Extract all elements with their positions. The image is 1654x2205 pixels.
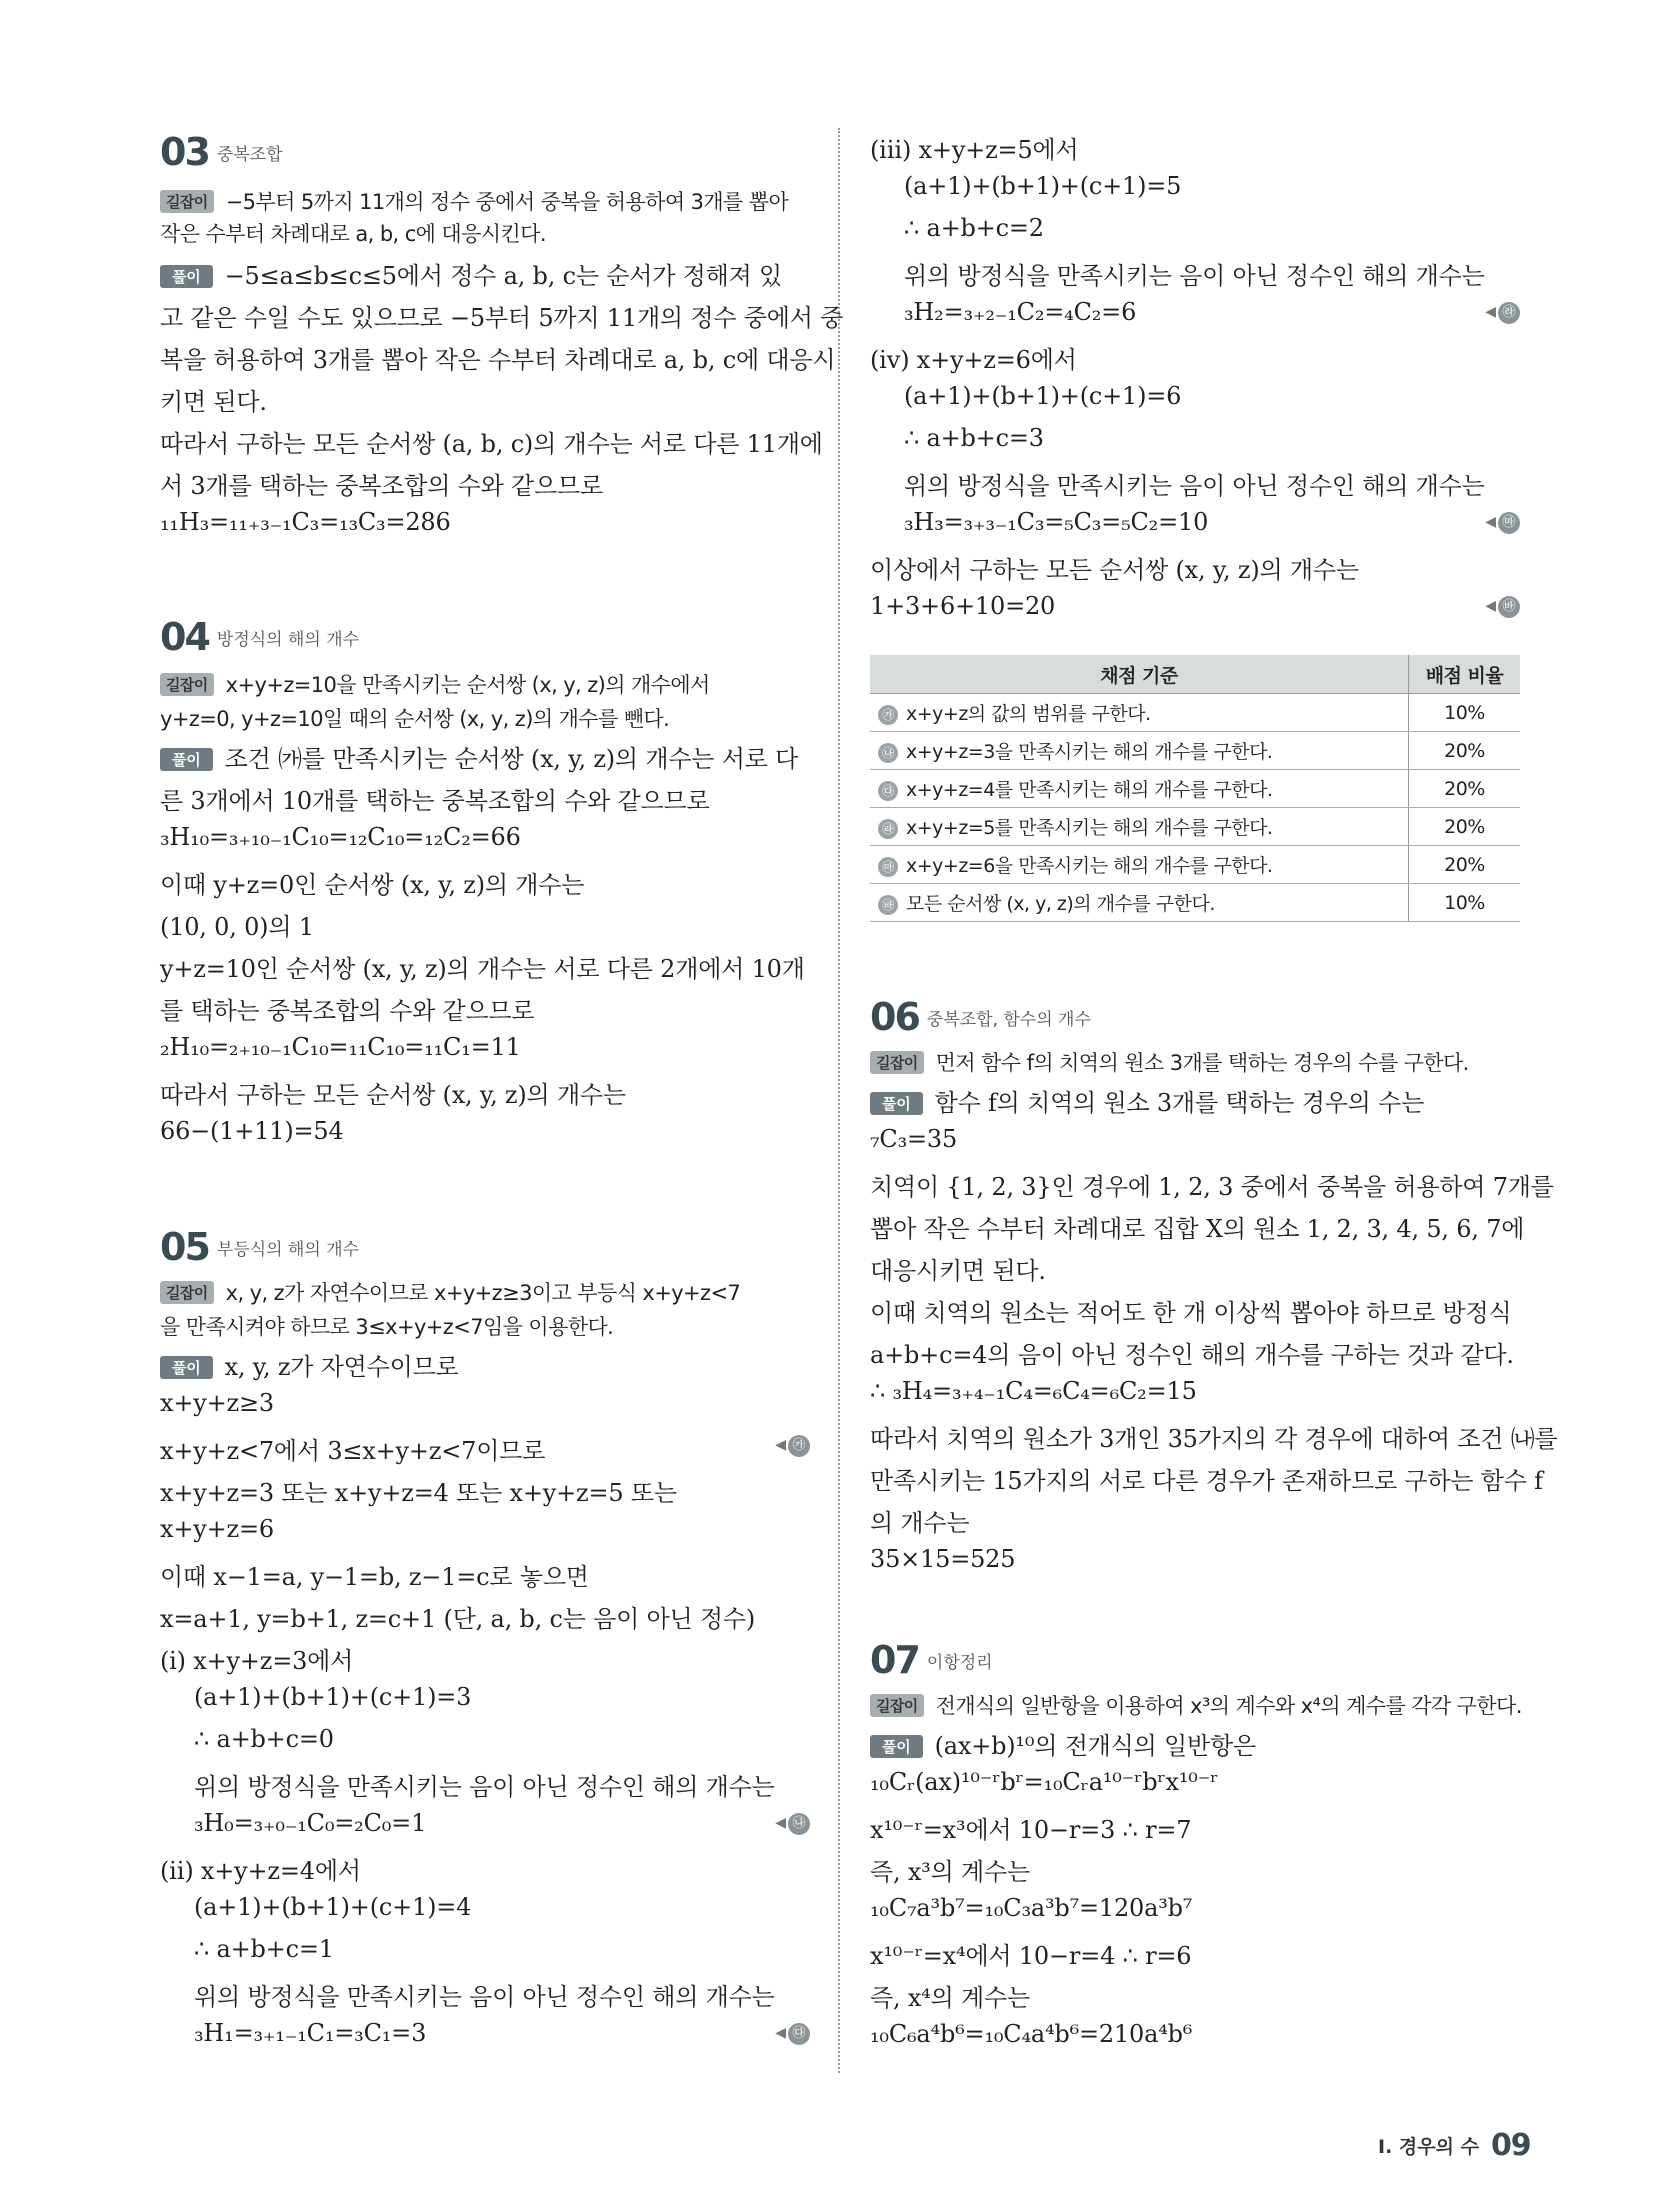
triangle-left-icon: ◀ (1485, 598, 1496, 614)
text-line: 뽑아 작은 수부터 차례대로 집합 X의 원소 1, 2, 3, 4, 5, 6, 7에 (870, 1215, 1525, 1243)
formula-line: ∴ ₃H₄=₃₊₄₋₁C₄=₆C₄=₆C₂=15 (870, 1377, 1197, 1405)
text-line: 른 3개에서 10개를 택하는 중복조합의 수와 같으므로 (160, 787, 710, 815)
formula-line: x¹⁰⁻ʳ=x³에서 10−r=3 ∴ r=7 (870, 1816, 1192, 1844)
text-line: 즉, x⁴의 계수는 (870, 1984, 1030, 2012)
text-line: 따라서 치역의 원소가 3개인 35가지의 각 경우에 대하여 조건 ㈏를 (870, 1425, 1558, 1453)
scoring-table (870, 655, 1520, 922)
section-header (870, 995, 1091, 1039)
text-line: 을 만족시켜야 하므로 3≤x+y+z<7임을 이용한다. (160, 1315, 614, 1339)
case-heading: (ⅳ) x+y+z=6에서 (870, 346, 1077, 374)
text-line: 먼저 함수 f의 치역의 원소 3개를 택하는 경우의 수를 구한다. (935, 1051, 1469, 1075)
text-line: 즉, x³의 계수는 (870, 1858, 1030, 1886)
section-header (160, 615, 359, 659)
ratio-cell: 10% (1409, 694, 1521, 732)
formula-line: ₁₁H₃=₁₁₊₃₋₁C₃=₁₃C₃=286 (160, 508, 451, 536)
section-number: 05 (160, 1225, 209, 1269)
hint-tag: 길잡이 (870, 1051, 924, 1074)
formula-line: 1+3+6+10=20 (870, 592, 1056, 620)
circled-mark-icon: ㉰ (788, 2023, 810, 2045)
formula-line: ∴ a+b+c=3 (904, 424, 1044, 452)
text-line: 를 택하는 중복조합의 수와 같으므로 (160, 997, 535, 1025)
formula-line: ₃H₀=₃₊₀₋₁C₀=₂C₀=1 (194, 1809, 427, 1837)
formula-line: x¹⁰⁻ʳ=x⁴에서 10−r=4 ∴ r=6 (870, 1942, 1192, 1970)
text-line: 이때 x−1=a, y−1=b, z−1=c로 놓으면 (160, 1563, 589, 1591)
text-line: 따라서 구하는 모든 순서쌍 (a, b, c)의 개수는 서로 다른 11개에 (160, 430, 823, 458)
text-line: 위의 방정식을 만족시키는 음이 아닌 정수인 해의 개수는 (904, 262, 1485, 290)
text-line: 서 3개를 택하는 중복조합의 수와 같으므로 (160, 472, 603, 500)
text-line: 의 개수는 (870, 1509, 970, 1537)
text-line: 조건 ㈎를 만족시키는 순서쌍 (x, y, z)의 개수는 서로 다 (224, 745, 799, 773)
section-title: 방정식의 해의 개수 (216, 629, 360, 650)
ratio-cell: 20% (1409, 770, 1521, 808)
table-row (870, 770, 1520, 808)
ratio-cell: 10% (1409, 884, 1521, 922)
criterion-cell (870, 846, 1409, 884)
section-number: 03 (160, 130, 209, 174)
section-number: 07 (870, 1638, 919, 1682)
text-line: 따라서 구하는 모든 순서쌍 (x, y, z)의 개수는 (160, 1081, 626, 1109)
formula-line: ₃H₃=₃₊₃₋₁C₃=₅C₃=₅C₂=10 (904, 508, 1209, 536)
section-title: 이항정리 (926, 1652, 993, 1673)
triangle-left-icon: ◀ (775, 1437, 786, 1453)
criterion-text: x+y+z=3을 만족시키는 해의 개수를 구한다. (906, 741, 1273, 763)
hint-line (870, 1690, 1522, 1720)
formula-line: ₂H₁₀=₂₊₁₀₋₁C₁₀=₁₁C₁₀=₁₁C₁=11 (160, 1033, 521, 1061)
formula-line: ₁₀C₆a⁴b⁶=₁₀C₄a⁴b⁶=210a⁴b⁶ (870, 2020, 1193, 2048)
table-row (870, 694, 1520, 732)
formula-line: x+y+z≥3 (160, 1389, 274, 1417)
text-line: (ax+b)¹⁰의 전개식의 일반항은 (934, 1732, 1256, 1760)
scoring-mark (775, 1811, 810, 1835)
circled-mark-icon: ㉲ (878, 857, 898, 877)
circled-mark-icon: ㉳ (1498, 596, 1520, 618)
circled-mark-icon: ㉯ (788, 1813, 810, 1835)
criterion-cell (870, 808, 1409, 846)
criterion-text: x+y+z=4를 만족시키는 해의 개수를 구한다. (906, 779, 1273, 801)
formula-line: (a+1)+(b+1)+(c+1)=4 (194, 1893, 472, 1921)
solution-line (870, 1083, 1424, 1118)
hint-tag: 길잡이 (160, 673, 214, 696)
section-number: 04 (160, 615, 209, 659)
solution-tag: 풀이 (160, 1356, 213, 1379)
text-line: x+y+z=10을 만족시키는 순서쌍 (x, y, z)의 개수에서 (225, 673, 710, 697)
solution-tag: 풀이 (160, 748, 213, 771)
formula-line: ∴ a+b+c=2 (904, 214, 1044, 242)
section-title: 부등식의 해의 개수 (216, 1239, 360, 1260)
scoring-mark (1485, 594, 1520, 618)
hint-tag: 길잡이 (160, 1281, 214, 1304)
formula-line: x+y+z=6 (160, 1515, 274, 1543)
solution-line (160, 739, 798, 774)
formula-line: ₇C₃=35 (870, 1125, 958, 1153)
page-footer (1378, 2128, 1531, 2163)
text-line: (10, 0, 0)의 1 (160, 913, 314, 941)
section-number: 06 (870, 995, 919, 1039)
hint-tag: 길잡이 (160, 190, 214, 213)
case-heading: (ⅰ) x+y+z=3에서 (160, 1647, 354, 1675)
text-line: x, y, z가 자연수이므로 x+y+z≥3이고 부등식 x+y+z<7 (225, 1281, 741, 1305)
text-line: 이상에서 구하는 모든 순서쌍 (x, y, z)의 개수는 (870, 556, 1359, 584)
text-line: 함수 f의 치역의 원소 3개를 택하는 경우의 수는 (934, 1089, 1425, 1117)
formula-line: ₃H₂=₃₊₂₋₁C₂=₄C₂=6 (904, 298, 1137, 326)
criterion-text: 모든 순서쌍 (x, y, z)의 개수를 구한다. (906, 893, 1215, 915)
ratio-cell: 20% (1409, 808, 1521, 846)
ratio-cell: 20% (1409, 846, 1521, 884)
circled-mark-icon: ㉱ (1498, 302, 1520, 324)
formula-line: (a+1)+(b+1)+(c+1)=5 (904, 172, 1182, 200)
text-line: 만족시키는 15가지의 서로 다른 경우가 존재하므로 구하는 함수 f (870, 1467, 1543, 1495)
section-header (160, 130, 283, 174)
hint-line (160, 669, 710, 699)
formula-line: 66−(1+11)=54 (160, 1117, 344, 1145)
circled-mark-icon: ㉯ (878, 743, 898, 763)
formula-line: (a+1)+(b+1)+(c+1)=3 (194, 1683, 472, 1711)
solution-tag: 풀이 (160, 265, 213, 288)
formula-line: ₃H₁₀=₃₊₁₀₋₁C₁₀=₁₂C₁₀=₁₂C₂=66 (160, 823, 521, 851)
section-header (160, 1225, 359, 1269)
text-line: y+z=0, y+z=10일 때의 순서쌍 (x, y, z)의 개수를 뺀다. (160, 707, 670, 731)
case-heading: (ⅱ) x+y+z=4에서 (160, 1857, 361, 1885)
formula-line: ∴ a+b+c=0 (194, 1725, 334, 1753)
text-line: x, y, z가 자연수이므로 (224, 1353, 459, 1381)
circled-mark-icon: ㉲ (1498, 512, 1520, 534)
hint-line (160, 186, 788, 216)
chapter-label: Ⅰ. 경우의 수 (1378, 2136, 1479, 2158)
formula-line: ∴ a+b+c=1 (194, 1935, 334, 1963)
solution-line (870, 1726, 1256, 1761)
page-number: 09 (1490, 2128, 1531, 2163)
triangle-left-icon: ◀ (1485, 514, 1496, 530)
text-line: 위의 방정식을 만족시키는 음이 아닌 정수인 해의 개수는 (194, 1773, 775, 1801)
formula-line: (a+1)+(b+1)+(c+1)=6 (904, 382, 1182, 410)
text-line: 대응시키면 된다. (870, 1257, 1046, 1285)
formula-line: ₃H₁=₃₊₁₋₁C₁=₃C₁=3 (194, 2019, 427, 2047)
table-row (870, 732, 1520, 770)
text-line: 이때 치역의 원소는 적어도 한 개 이상씩 뽑아야 하므로 방정식 (870, 1299, 1512, 1327)
ratio-cell: 20% (1409, 732, 1521, 770)
triangle-left-icon: ◀ (1485, 304, 1496, 320)
circled-mark-icon: ㉳ (878, 895, 898, 915)
criterion-text: x+y+z=5를 만족시키는 해의 개수를 구한다. (906, 817, 1273, 839)
scoring-mark (775, 2021, 810, 2045)
solution-line (160, 1347, 459, 1382)
text-line: 복을 허용하여 3개를 뽑아 작은 수부터 차례대로 a, b, c에 대응시 (160, 346, 836, 374)
table-row (870, 884, 1520, 922)
solution-tag: 풀이 (870, 1092, 923, 1115)
scoring-mark (1485, 510, 1520, 534)
text-line: 이때 y+z=0인 순서쌍 (x, y, z)의 개수는 (160, 871, 585, 899)
circled-mark-icon: ㉮ (788, 1435, 810, 1457)
section-title: 중복조합 (216, 144, 283, 165)
criterion-text: x+y+z=6을 만족시키는 해의 개수를 구한다. (906, 855, 1273, 877)
formula-line: 35×15=525 (870, 1545, 1016, 1573)
text-line: 위의 방정식을 만족시키는 음이 아닌 정수인 해의 개수는 (194, 1983, 775, 2011)
column-divider (838, 128, 840, 2073)
scoring-mark (775, 1433, 810, 1457)
criterion-text: x+y+z의 값의 범위를 구한다. (906, 703, 1151, 725)
formula-line: ₁₀C₇a³b⁷=₁₀C₃a³b⁷=120a³b⁷ (870, 1894, 1193, 1922)
case-heading: (ⅲ) x+y+z=5에서 (870, 136, 1079, 164)
table-header: 배점 비율 (1409, 655, 1521, 694)
solution-tag: 풀이 (870, 1735, 923, 1758)
section-title: 중복조합, 함수의 개수 (926, 1009, 1091, 1030)
text-line: −5부터 5까지 11개의 정수 중에서 중복을 허용하여 3개를 뽑아 (225, 190, 789, 214)
text-line: 키면 된다. (160, 388, 267, 416)
text-line: 전개식의 일반항을 이용하여 x³의 계수와 x⁴의 계수를 각각 구한다. (935, 1694, 1522, 1718)
circled-mark-icon: ㉰ (878, 781, 898, 801)
text-line: 고 같은 수일 수도 있으므로 −5부터 5까지 11개의 정수 중에서 중 (160, 304, 844, 332)
text-line: x=a+1, y=b+1, z=c+1 (단, a, b, c는 음이 아닌 정수) (160, 1605, 756, 1633)
text-line: x+y+z<7에서 3≤x+y+z<7이므로 (160, 1437, 546, 1465)
criterion-cell (870, 770, 1409, 808)
hint-line (870, 1047, 1469, 1077)
solution-line (160, 256, 782, 291)
criterion-cell (870, 884, 1409, 922)
circled-mark-icon: ㉱ (878, 819, 898, 839)
section-header (870, 1638, 993, 1682)
table-row (870, 808, 1520, 846)
triangle-left-icon: ◀ (775, 2025, 786, 2041)
circled-mark-icon: ㉮ (878, 705, 898, 725)
text-line: −5≤a≤b≤c≤5에서 정수 a, b, c는 순서가 정해져 있 (224, 262, 782, 290)
hint-tag: 길잡이 (870, 1694, 924, 1717)
text-line: 작은 수부터 차례대로 a, b, c에 대응시킨다. (160, 222, 546, 246)
text-line: y+z=10인 순서쌍 (x, y, z)의 개수는 서로 다른 2개에서 10개 (160, 955, 805, 983)
table-row (870, 846, 1520, 884)
formula-line: ₁₀Cᵣ(ax)¹⁰⁻ʳbʳ=₁₀Cᵣa¹⁰⁻ʳbʳx¹⁰⁻ʳ (870, 1768, 1219, 1796)
text-line: 치역이 {1, 2, 3}인 경우에 1, 2, 3 중에서 중복을 허용하여 7개를 (870, 1173, 1554, 1201)
hint-line (160, 1277, 740, 1307)
criterion-cell (870, 732, 1409, 770)
text-line: 위의 방정식을 만족시키는 음이 아닌 정수인 해의 개수는 (904, 472, 1485, 500)
table-header-row (870, 655, 1520, 694)
text-line: a+b+c=4의 음이 아닌 정수인 해의 개수를 구하는 것과 같다. (870, 1341, 1514, 1369)
triangle-left-icon: ◀ (775, 1815, 786, 1831)
table-header: 채점 기준 (870, 655, 1409, 694)
criterion-cell (870, 694, 1409, 732)
scoring-mark (1485, 300, 1520, 324)
text-line: x+y+z=3 또는 x+y+z=4 또는 x+y+z=5 또는 (160, 1479, 677, 1507)
